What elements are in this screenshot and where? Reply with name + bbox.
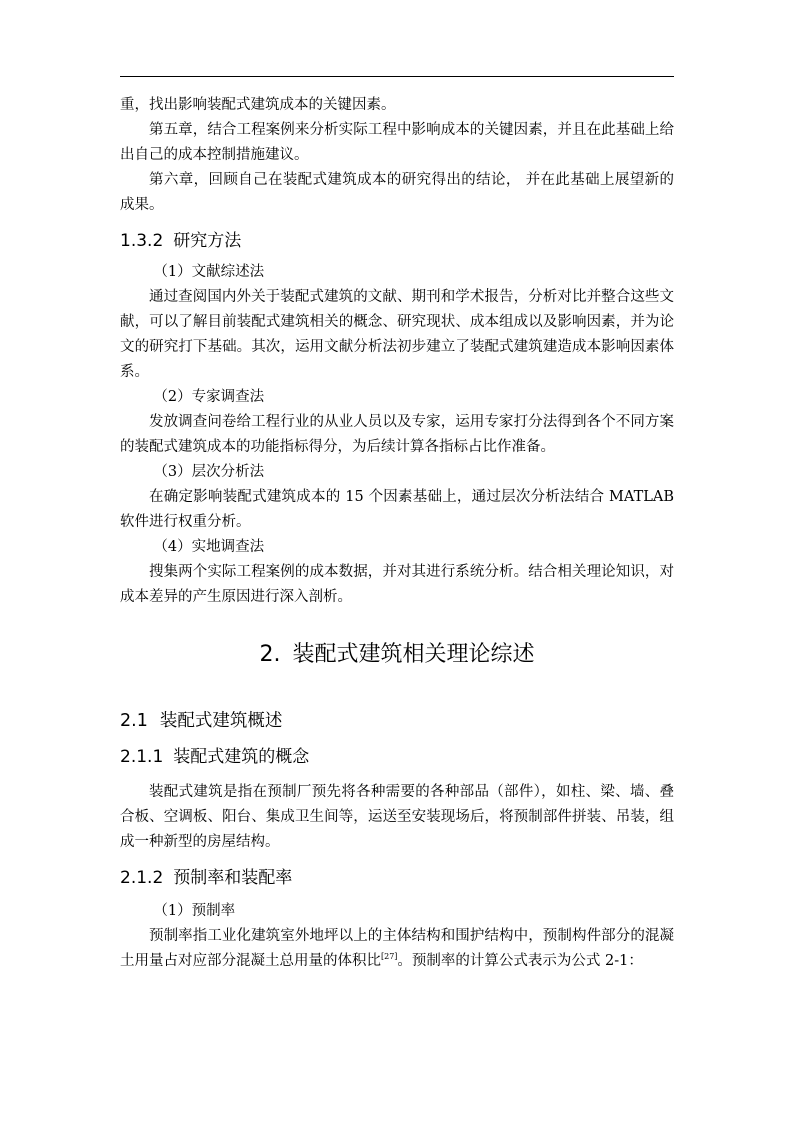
heading-title: 装配式建筑概述	[159, 711, 283, 731]
prefab-text-1: 预制率指工业化建筑室外地坪以上的主体结构和围护结构中，预制构件部分的混凝土用量占对应部分混凝土总用量的体积比	[120, 928, 674, 969]
method-text-4: 搜集两个实际工程案例的成本数据，并对其进行系统分析。结合相关理论知识，对成本差异的产生原因进行深入剖析。	[120, 564, 674, 605]
method-text-2: 发放调查问卷给工程行业的从业人员以及专家，运用专家打分法得到各个不同方案的装配式建筑成本的功能指标得分，为后续计算各指标占比作准备。	[120, 414, 674, 455]
page-content	[120, 93, 674, 974]
heading-2-1-2	[120, 865, 674, 891]
heading-number: 2.1	[120, 711, 148, 731]
paragraph-chapter-6: 第六章，回顾自己在装配式建筑成本的研究得出的结论， 并在此基础上展望新的成果。	[120, 172, 674, 213]
paragraph-prefab-rate	[120, 924, 674, 974]
heading-2-1	[120, 708, 674, 734]
method-label-1: （1）文献综述法	[153, 264, 265, 280]
heading-1-3-2	[120, 228, 674, 254]
heading-title: 研究方法	[173, 231, 242, 251]
heading-number: 2.1.1	[120, 747, 164, 767]
method-text-3: 在确定影响装配式建筑成本的 15 个因素基础上，通过层次分析法结合 MATLAB 软件进行权重分析。	[120, 489, 674, 530]
citation-ref: [27]	[381, 952, 398, 962]
chapter-title: 装配式建筑相关理论综述	[292, 642, 535, 667]
method-text-1: 通过查阅国内外关于装配式建筑的文献、期刊和学术报告，分析对比并整合这些文献，可以了解目前装配式建筑相关的概念、研究现状、成本组成以及影响因素，并为论文的研究打下基础。其次，运用文献分析法初步建立了装配式建筑建造成本影响因素体系。	[120, 289, 674, 380]
heading-number: 2.1.2	[120, 868, 164, 888]
heading-title: 装配式建筑的概念	[173, 747, 310, 767]
paragraph-continued: 重，找出影响装配式建筑成本的关键因素。	[120, 97, 396, 113]
heading-2-1-1	[120, 744, 674, 770]
paragraph-concept: 装配式建筑是指在预制厂预先将各种需要的各种部品（部件），如柱、梁、墙、叠合板、空调板、阳台、集成卫生间等，运送至安装现场后，将预制部件拼装、吊装，组成一种新型的房屋结构。	[120, 784, 674, 850]
paragraph-chapter-5: 第五章，结合工程案例来分析实际工程中影响成本的关键因素，并且在此基础上给出自己的成本控制措施建议。	[120, 122, 674, 163]
prefab-text-2: 。预制率的计算公式表示为公式 2-1：	[397, 953, 643, 969]
heading-number: 1.3.2	[120, 231, 164, 251]
heading-title: 预制率和装配率	[173, 868, 293, 888]
prefab-label: （1）预制率	[153, 903, 236, 919]
header-rule	[120, 76, 674, 77]
method-label-2: （2）专家调查法	[153, 389, 265, 405]
method-label-4: （4）实地调查法	[153, 539, 265, 555]
chapter-number: 2.	[259, 642, 281, 667]
chapter-2-title	[120, 640, 674, 670]
method-label-3: （3）层次分析法	[153, 464, 265, 480]
